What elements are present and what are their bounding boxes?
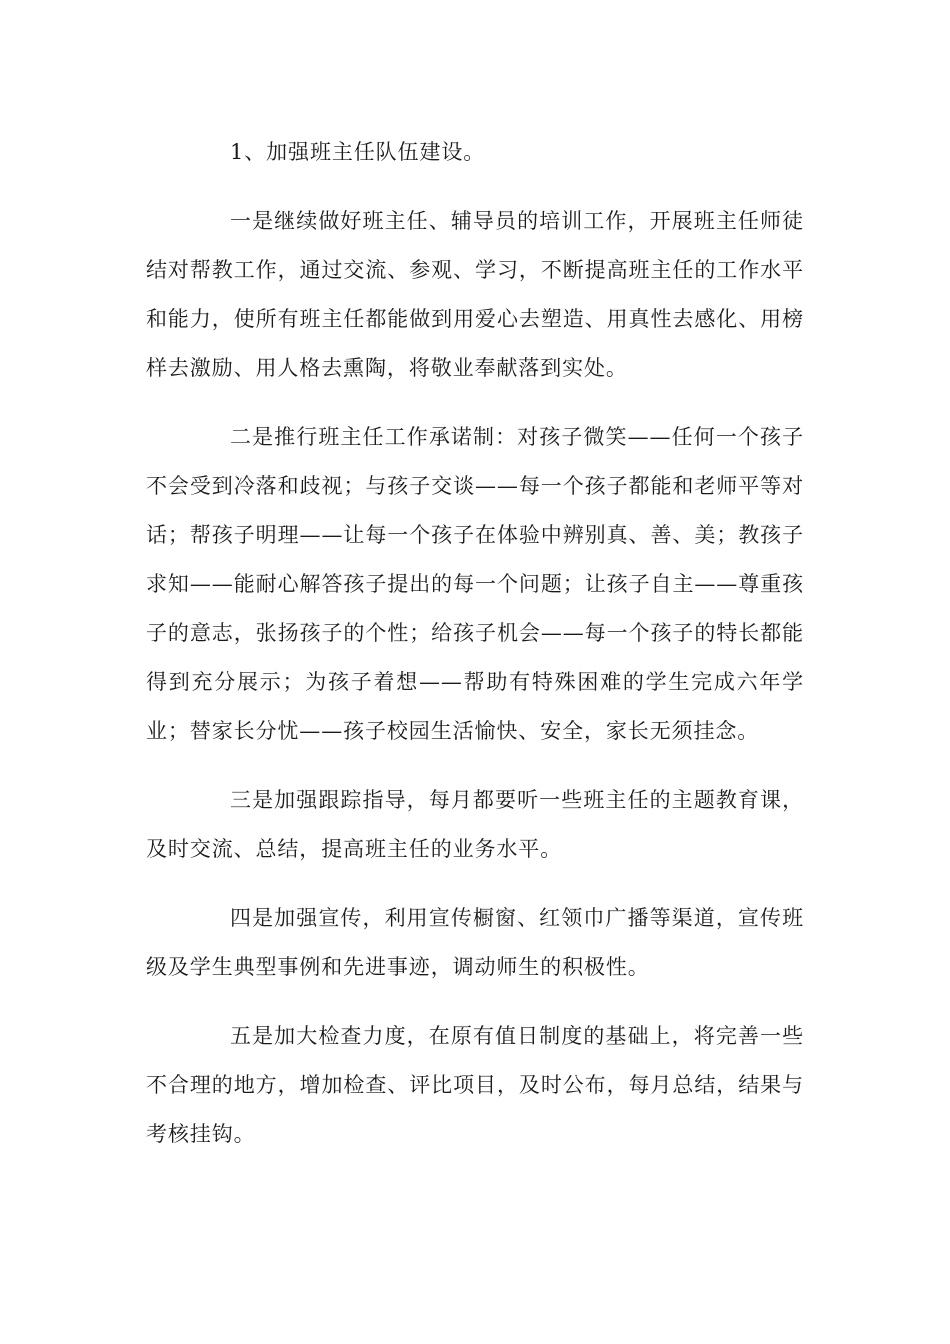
document-body <box>146 128 804 1179</box>
paragraph-4: 四是加强宣传，利用宣传橱窗、红领巾广播等渠道，宣传班级及学生典型事例和先进事迹，调动师生的积极性。 <box>146 906 804 979</box>
paragraph-5: 五是加大检查力度，在原有值日制度的基础上，将完善一些不合理的地方，增加检查、评比项目，及时公布，每月总结，结果与考核挂钩。 <box>146 1024 804 1146</box>
paragraph-1: 一是继续做好班主任、辅导员的培训工作，开展班主任师徒结对帮教工作，通过交流、参观、学习，不断提高班主任的工作水平和能力，使所有班主任都能做到用爱心去塑造、用真性去感化、用榜样去激励、用人格去熏陶，将敬业奉献落到实处。 <box>146 209 804 380</box>
section-heading: 1、加强班主任队伍建设。 <box>230 140 486 164</box>
paragraph-3: 三是加强跟踪指导，每月都要听一些班主任的主题教育课，及时交流、总结，提高班主任的业务水平。 <box>146 788 804 861</box>
paragraph-2: 二是推行班主任工作承诺制：对孩子微笑——任何一个孩子不会受到冷落和歧视；与孩子交谈——每一个孩子都能和老师平等对话；帮孩子明理——让每一个孩子在体验中辨别真、善、美；教孩子求知——能耐心解答孩子提出的每一个问题；让孩子自主——尊重孩子的意志，张扬孩子的个性；给孩子机会——每一个孩子的特长都能得到充分展示；为孩子着想——帮助有特殊困难的学生完成六年学业；替家长分忧——孩子校园生活愉快、安全，家长无须挂念。 <box>146 425 804 743</box>
